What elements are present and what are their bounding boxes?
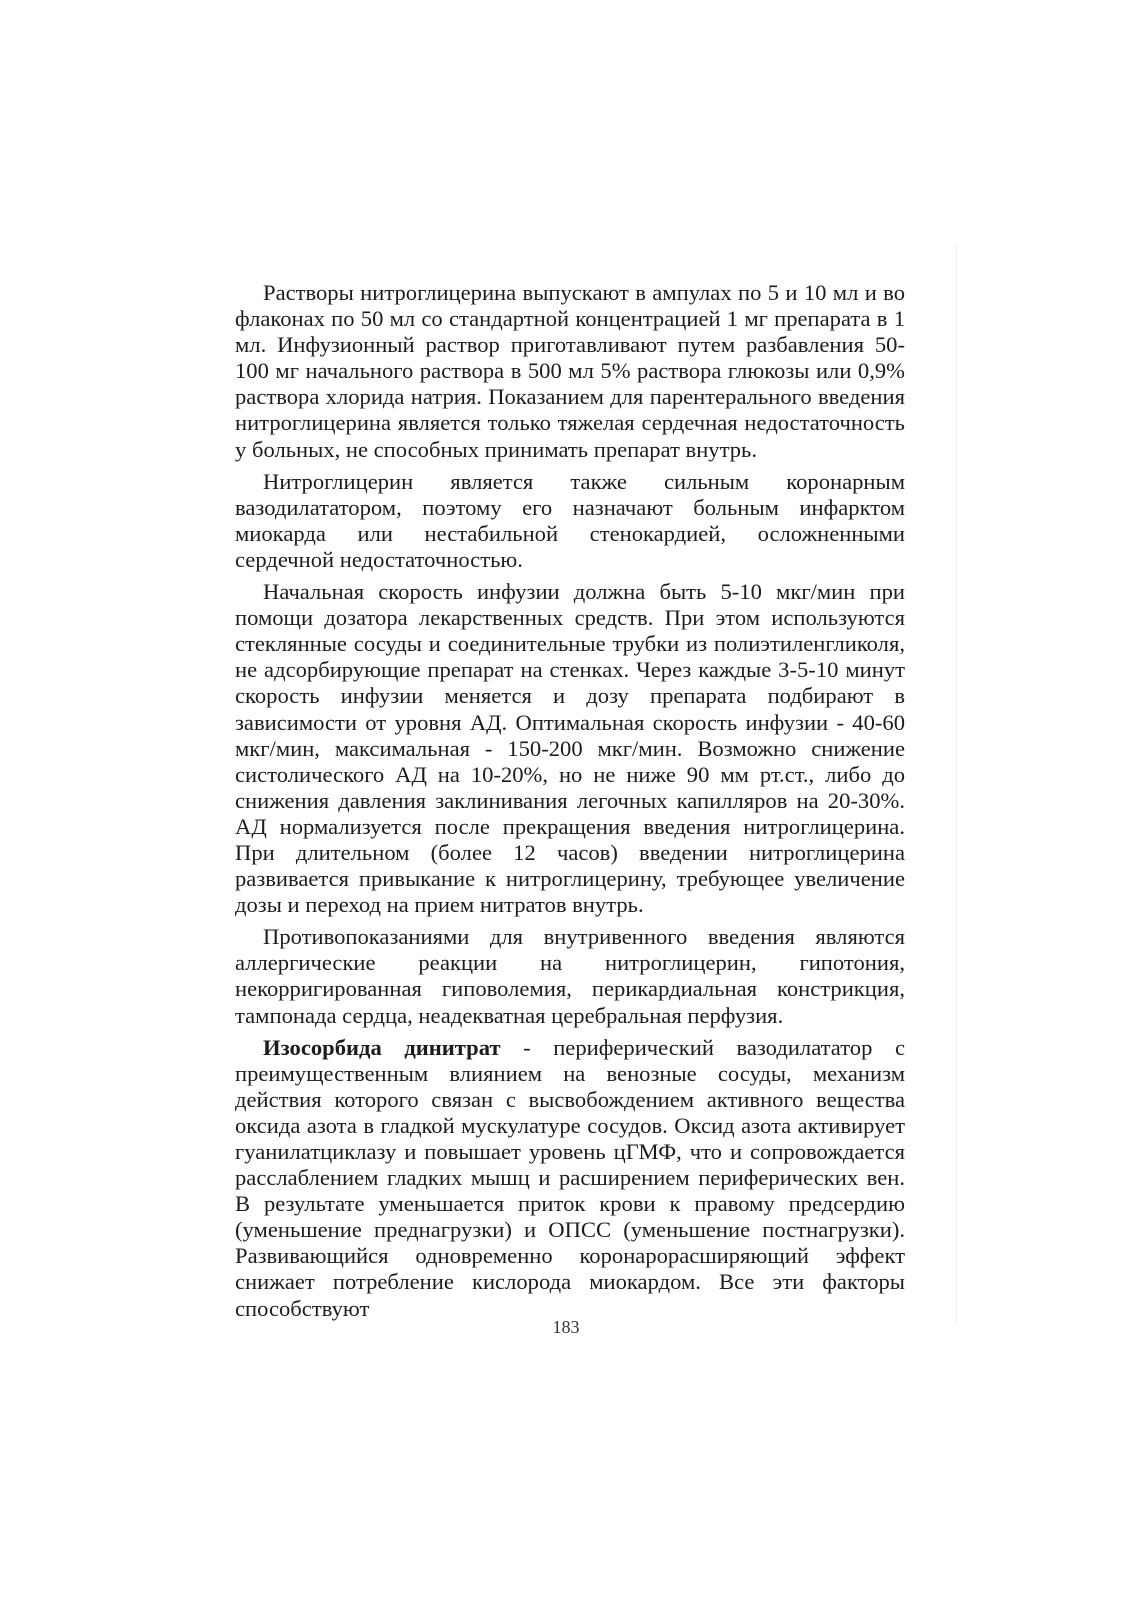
- paragraph-text: Противопоказаниями для внутривенного введения являются аллергические реакции на нитроглицерин, гипотония, некорригированная гиповолемия, перикардиальная констрикция, тампонада сердца, неадекватная церебральная перфузия.: [235, 924, 905, 1028]
- paragraph-text: - периферический вазодилататор с преимущественным влиянием на венозные сосуды, механизм действия которого связан с высвобождением активного вещества оксида азота в гладкой мускулатуре сосудов. Оксид азота активирует гуанилатциклазу и повышает уровень цГМФ, что и сопровождается расслаблением гладких мышц и расширением периферических вен. В результате уменьшается приток крови к правому предсердию (уменьшение преднагрузки) и ОПСС (уменьшение постнагрузки). Развивающийся одновременно коронарорасширяющий эффект снижает потребление кислорода миокардом. Все эти факторы способствуют: [235, 1034, 905, 1321]
- paragraph-infusion-rate: [235, 579, 905, 918]
- paragraph-text: Нитроглицерин является также сильным коронарным вазодилататором, поэтому его назначают больным инфарктом миокарда или нестабильной стенокардией, осложненными сердечной недостаточностью.: [235, 468, 905, 572]
- scan-edge-line: [956, 245, 957, 1325]
- paragraph-text: Начальная скорость инфузии должна быть 5-10 мкг/мин при помощи дозатора лекарственных средств. При этом используются стеклянные сосуды и соединительные трубки из полиэтиленгликоля, не адсорбирующие препарат на стенках. Через каждые 3-5-10 минут скорость инфузии меняется и дозу препарата подбирают в зависимости от уровня АД. Оптимальная скорость инфузии - 40-60 мкг/мин, максимальная - 150-200 мкг/мин. Возможно снижение систолического АД на 10-20%, но не ниже 90 мм рт.ст., либо до снижения давления заклинивания легочных капилляров на 20-30%. АД нормализуется после прекращения введения нитроглицерина. При длительном (более 12 часов) введении нитроглицерина развивается привыкание к нитроглицерину, требующее увеличение дозы и переход на прием нитратов внутрь.: [235, 579, 905, 918]
- body-text: [235, 280, 905, 1328]
- paragraph-isosorbide-dinitrate: [235, 1035, 905, 1322]
- paragraph-contraindications: [235, 924, 905, 1028]
- paragraph-text: Растворы нитроглицерина выпускают в ампулах по 5 и 10 мл и во флаконах по 50 мл со стандартной концентрацией 1 мг препарата в 1 мл. Инфузионный раствор приготавливают путем разбавления 50-100 мг начального раствора в 500 мл 5% раствора глюкозы или 0,9% раствора хлорида натрия. Показанием для парентерального введения нитроглицерина является только тяжелая сердечная недостаточность у больных, не способных принимать препарат внутрь.: [235, 280, 905, 462]
- page-number: 183: [552, 1317, 580, 1337]
- term-heading: Изосорбида динитрат: [263, 1034, 501, 1060]
- paragraph-coronary-vasodilator: [235, 469, 905, 573]
- paragraph-nitroglycerin-solutions: [235, 280, 905, 463]
